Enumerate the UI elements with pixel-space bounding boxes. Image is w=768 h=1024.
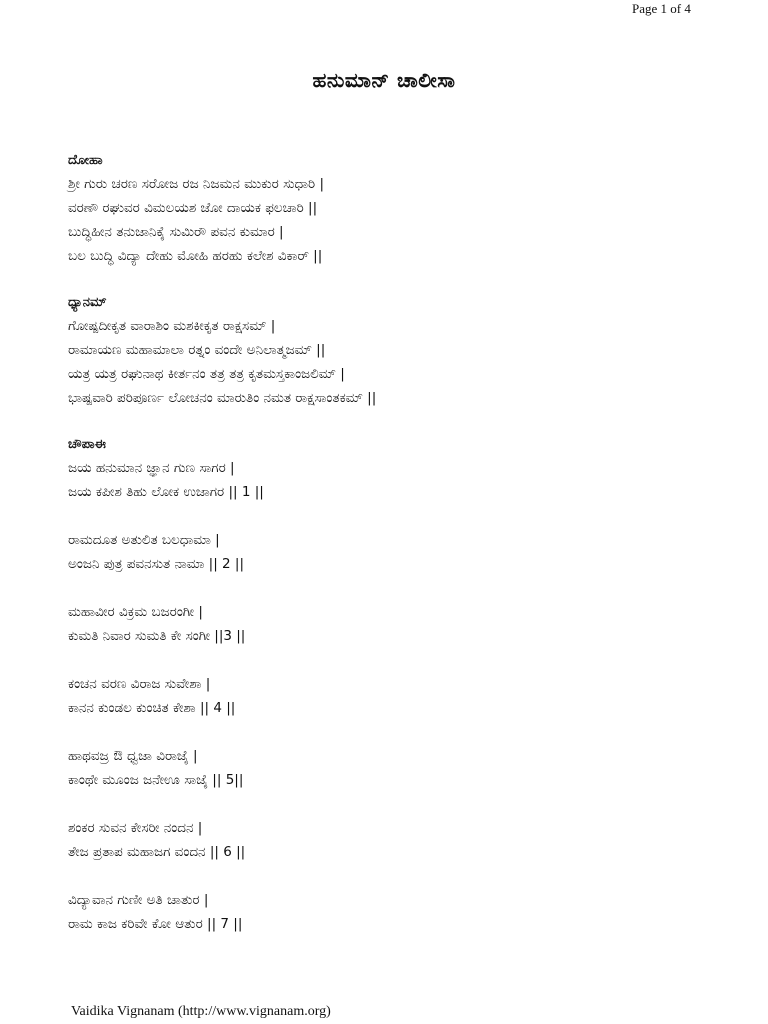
stanza-line: ಶಂಕರ ಸುವನ ಕೇಸರೀ ನಂದನ | [68,820,203,836]
doha-section [68,150,708,268]
doha-heading: ದೋಹಾ [68,153,103,168]
stanza-line: ಜಯ ಹನುಮಾನ ಜ್ಞಾನ ಗುಣ ಸಾಗರ | [68,460,235,476]
stanza-line: ಅಂಜನಿ ಪುತ್ರ ಪವನಸುತ ನಾಮಾ || 2 || [68,556,245,572]
stanza-line: ಕಂಚನ ವರಣ ವಿರಾಜ ಸುವೇಶಾ | [68,676,211,692]
chaupai-stanza [68,456,708,504]
stanza-line: ಹಾಥವಜ್ರ ಔ ಧ್ವಜಾ ವಿರಾಜೈ | [68,748,198,764]
chaupai-stanza [68,816,708,864]
dhyanam-section [68,292,708,410]
page-number: Page 1 of 4 [632,1,691,16]
doha-line: ಬಲ ಬುದ್ಧಿ ವಿದ್ಯಾ ದೇಹು ಮೋಹಿ ಹರಹು ಕಲೇಶ ವಿಕಾರ್ || [68,248,323,264]
document-body [68,150,708,960]
chaupai-stanza [68,744,708,792]
dhyanam-line: ಭಾಷ್ಪವಾರಿ ಪರಿಪೂರ್ಣ ಲೋಚನಂ ಮಾರುತಿಂ ನಮತ ರಾಕ್ಷಸಾಂತಕಮ್ || [68,390,377,406]
chaupai-stanza [68,528,708,576]
stanza-line: ಕಾಂಥೇ ಮೂಂಜ ಜನೇಊ ಸಾಜೈ || 5|| [68,772,244,788]
dhyanam-line: ರಾಮಾಯಣ ಮಹಾಮಾಲಾ ರತ್ನಂ ವಂದೇ ಅನಿಲಾತ್ಮಜಮ್ || [68,342,326,358]
stanza-line: ಕಾನನ ಕುಂಡಲ ಕುಂಚಿತ ಕೇಶಾ || 4 || [68,700,236,716]
dhyanam-line: ಗೋಷ್ಪದೀಕೃತ ವಾರಾಶಿಂ ಮಶಕೀಕೃತ ರಾಕ್ಷಸಮ್ | [68,318,276,334]
chaupai-heading: ಚೌಪಾಈ [68,437,106,452]
doha-line: ಬುದ್ಧಿಹೀನ ತನುಜಾನಿಕೈ ಸುಮಿರೌ ಪವನ ಕುಮಾರ | [68,224,284,240]
dhyanam-heading: ಧ್ಯಾನಮ್ [68,295,107,310]
stanza-line: ರಾಮದೂತ ಅತುಲಿತ ಬಲಧಾಮಾ | [68,532,220,548]
document-title: ಹನುಮಾನ್ ಚಾಲೀಸಾ [312,68,456,92]
chaupai-stanza [68,600,708,648]
chaupai-stanza [68,888,708,936]
stanza-line: ಮಹಾವೀರ ವಿಕ್ರಮ ಬಜರಂಗೀ | [68,604,203,620]
stanza-line: ತೇಜ ಪ್ರತಾಪ ಮಹಾಜಗ ವಂದನ || 6 || [68,844,246,860]
doha-line: ಶ್ರೀ ಗುರು ಚರಣ ಸರೋಜ ರಜ ನಿಜಮನ ಮುಕುರ ಸುಧಾರಿ | [68,176,324,192]
stanza-line: ಜಯ ಕಪೀಶ ತಿಹು ಲೋಕ ಉಜಾಗರ || 1 || [68,484,264,500]
page-footer-source: Vaidika Vignanam (http://www.vignanam.org) [71,1004,331,1019]
chaupai-stanza [68,672,708,720]
chaupai-section [68,434,708,936]
stanza-line: ಕುಮತಿ ನಿವಾರ ಸುಮತಿ ಕೇ ಸಂಗೀ ||3 || [68,628,246,644]
dhyanam-line: ಯತ್ರ ಯತ್ರ ರಘುನಾಥ ಕೀರ್ತನಂ ತತ್ರ ತತ್ರ ಕೃತಮಸ್ತಕಾಂಜಲಿಮ್ | [68,366,345,382]
stanza-line: ರಾಮ ಕಾಜ ಕರಿವೇ ಕೋ ಆತುರ || 7 || [68,916,243,932]
stanza-line: ವಿದ್ಯಾವಾನ ಗುಣೀ ಅತಿ ಚಾತುರ | [68,892,209,908]
doha-line: ವರಣೌ ರಘುವರ ವಿಮಲಯಶ ಜೋ ದಾಯಕ ಫಲಚಾರಿ || [68,200,318,216]
